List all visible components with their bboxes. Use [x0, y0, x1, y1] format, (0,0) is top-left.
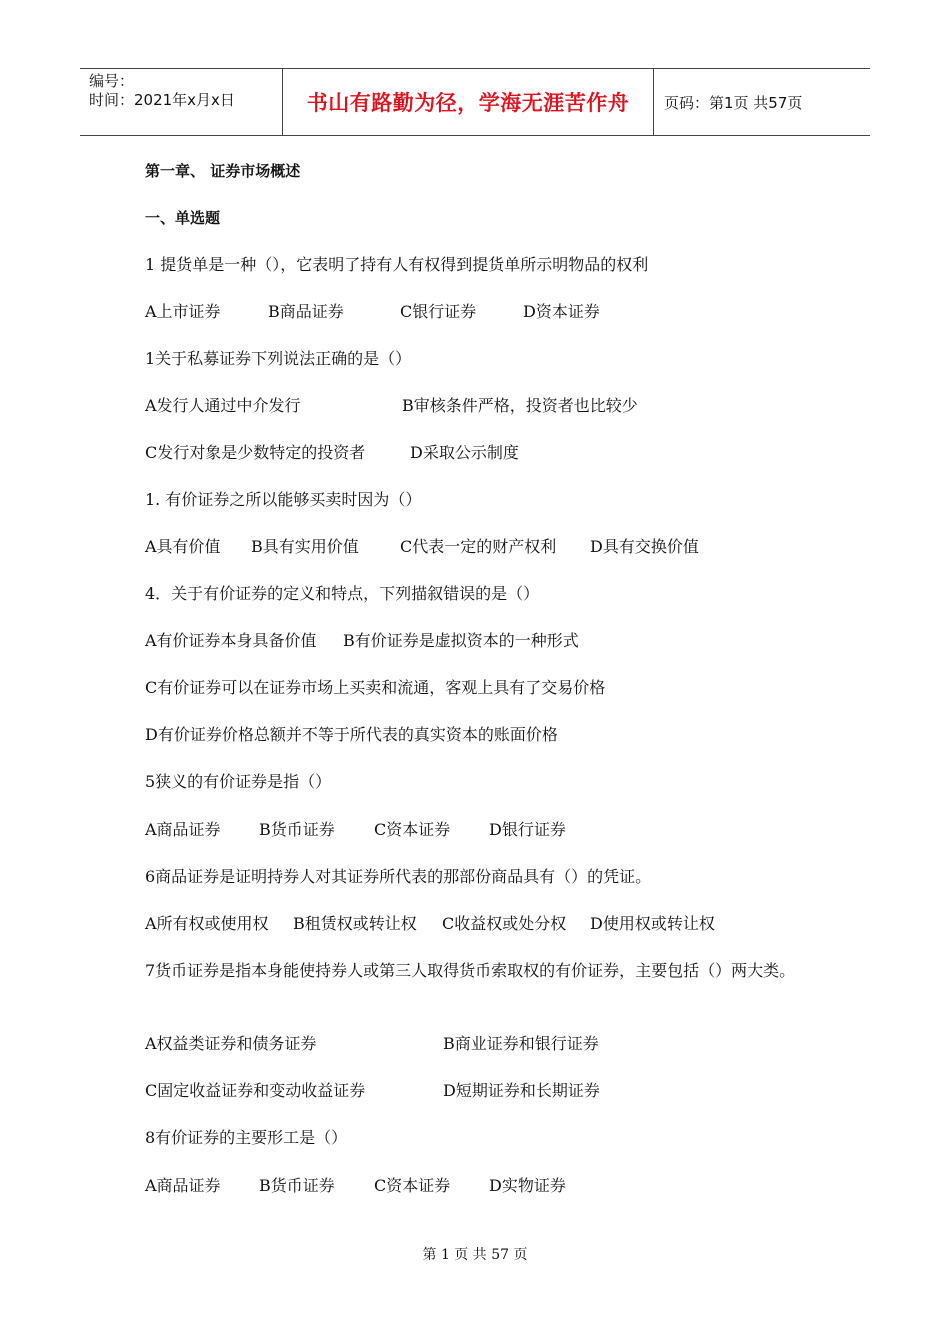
header-motto-cell: [282, 69, 654, 135]
option: A权益类证券和债务证券: [145, 1034, 317, 1053]
option-row: [145, 1078, 815, 1104]
option: B货币证券: [259, 820, 335, 839]
option-row: [145, 393, 815, 419]
option: D资本证券: [523, 302, 600, 321]
option: C银行证券: [400, 302, 477, 321]
option: C发行对象是少数特定的投资者: [145, 443, 366, 462]
option: A所有权或使用权: [145, 914, 269, 933]
option: C有价证券可以在证券市场上买卖和流通，客观上具有了交易价格: [145, 678, 606, 697]
option: A具有价值: [145, 537, 221, 556]
option-row: [145, 299, 815, 325]
option: D有价证券价格总额并不等于所代表的真实资本的账面价格: [145, 725, 558, 744]
option: A上市证券: [145, 302, 221, 321]
option: A有价证券本身具备价值: [145, 631, 317, 650]
time-label: 时间：2021年x月x日: [89, 91, 235, 109]
option: A商品证券: [145, 820, 221, 839]
document-header: [80, 68, 870, 136]
option-row: [145, 911, 815, 937]
option: A商品证券: [145, 1176, 221, 1195]
option-row: [145, 1031, 815, 1057]
option: B租赁权或转让权: [293, 914, 417, 933]
question-stem: 1 提货单是一种（），它表明了持有人有权得到提货单所示明物品的权利: [145, 255, 649, 274]
option-row: [145, 817, 815, 843]
option: C资本证券: [374, 820, 451, 839]
option-row: [145, 534, 815, 560]
option: D采取公示制度: [410, 443, 519, 462]
option: C代表一定的财产权利: [400, 537, 557, 556]
option: D银行证券: [489, 820, 566, 839]
chapter-title: 第一章、 证券市场概述: [145, 162, 301, 180]
option-row: [145, 628, 815, 654]
question-stem: 4．关于有价证券的定义和特点，下列描叙错误的是（）: [145, 584, 540, 603]
motto-text: 书山有路勤为径，学海无涯苦作舟: [306, 91, 630, 115]
option: B商品证券: [268, 302, 344, 321]
option: C收益权或处分权: [442, 914, 567, 933]
option: B有价证券是虚拟资本的一种形式: [343, 631, 579, 650]
question-stem: 5狭义的有价证券是指（）: [145, 772, 332, 791]
option: A发行人通过中介发行: [145, 396, 301, 415]
option: D实物证券: [489, 1176, 566, 1195]
page-info: 页码：第1页 共57页: [664, 93, 803, 112]
option: B货币证券: [259, 1176, 335, 1195]
option: B具有实用价值: [251, 537, 359, 556]
question-stem: 6商品证券是证明持券人对其证券所代表的那部份商品具有（）的凭证。: [145, 867, 652, 886]
page-footer: 第 1 页 共 57 页: [422, 1247, 528, 1263]
option: D短期证券和长期证券: [443, 1081, 600, 1100]
option: C资本证券: [374, 1176, 451, 1195]
option: B商业证券和银行证券: [443, 1034, 599, 1053]
number-label: 编号：: [89, 72, 135, 90]
question-stem: 7货币证券是指本身能使持券人或第三人取得货币索取权的有价证券，主要包括（）两大类。: [145, 961, 796, 980]
option: D具有交换价值: [590, 537, 699, 556]
header-meta: [80, 69, 282, 135]
option-row: [145, 440, 815, 466]
option: B审核条件严格，投资者也比较少: [402, 396, 638, 415]
section-title: 一、单选题: [145, 209, 221, 227]
option: C固定收益证券和变动收益证券: [145, 1081, 366, 1100]
option: D使用权或转让权: [590, 914, 715, 933]
question-stem: 8有价证券的主要形工是（）: [145, 1128, 348, 1147]
question-stem: 1. 有价证券之所以能够买卖时因为（）: [145, 490, 422, 509]
question-stem: 1关于私募证券下列说法正确的是（）: [145, 349, 412, 368]
option-row: [145, 1173, 815, 1199]
